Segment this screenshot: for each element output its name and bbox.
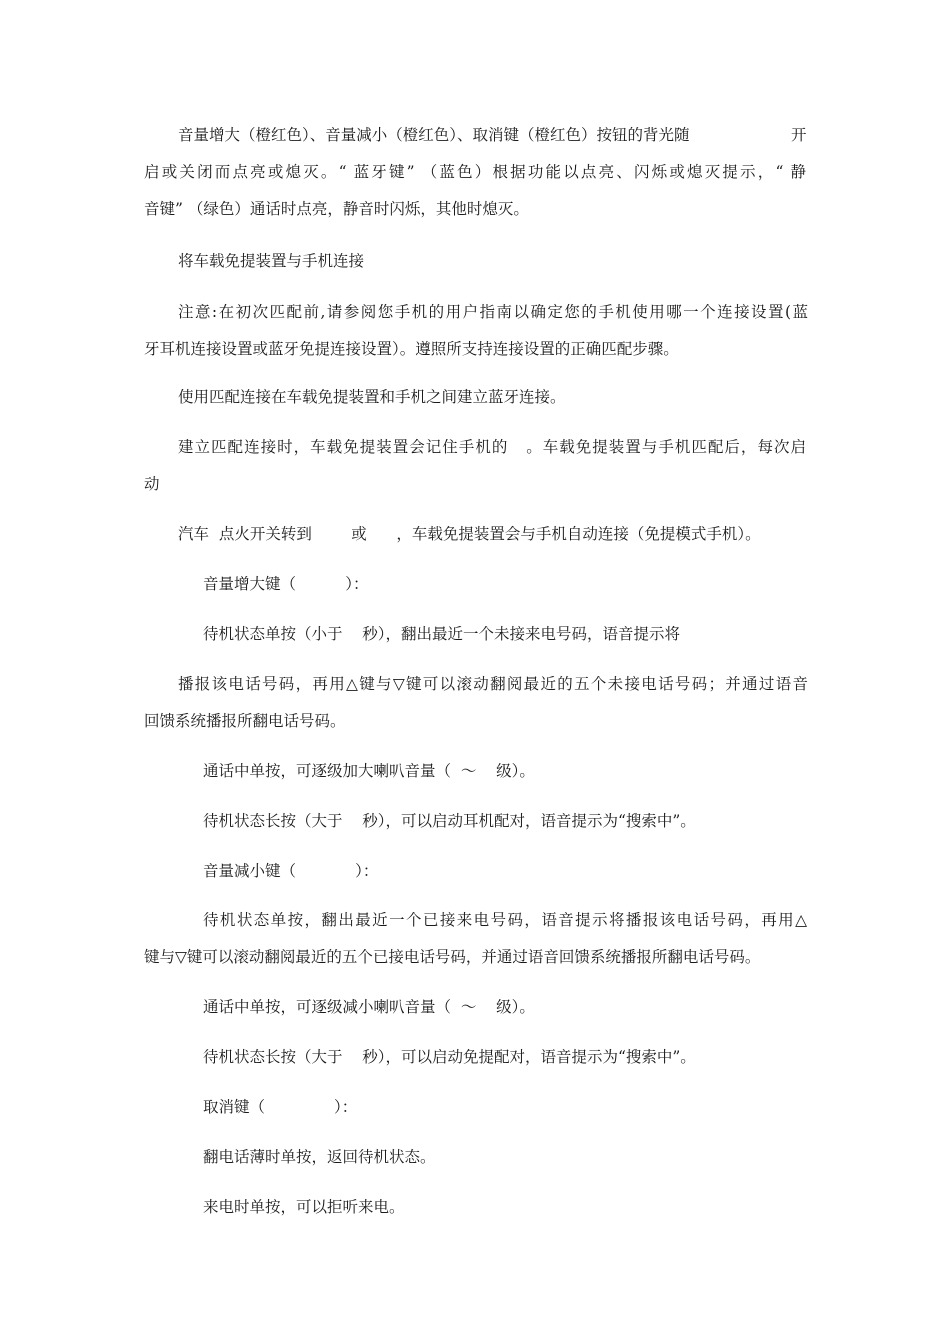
remember-paragraph-line-2: 动: [144, 475, 160, 493]
backlight-paragraph-line-3: 音键” （绿色）通话时点亮，静音时闪烁，其他时熄灭。: [144, 200, 529, 218]
backlight-paragraph-line-1: 音量增大（橙红色）、音量减小（橙红色）、取消键（橙红色）按钮的背光随: [178, 126, 690, 144]
volume-down-standby-long: 待机状态长按（大于 秒），可以启动免提配对，语音提示为“搜索中”。: [203, 1048, 696, 1066]
connect-section-heading: 将车载免提装置与手机连接: [178, 252, 365, 270]
remember-paragraph-line-1: 建立匹配连接时，车载免提装置会记住手机的 。车载免提装置与手机匹配后，每次启: [178, 438, 806, 456]
backlight-paragraph-line-1-tail: 开: [791, 126, 807, 144]
volume-down-standby-short-line-1: 待机状态单按，翻出最近一个已接来电号码，语音提示将播报该电话号码，再用△: [203, 911, 807, 929]
cancel-key-incoming: 来电时单按，可以拒听来电。: [203, 1198, 405, 1216]
volume-down-standby-short-line-2: 键与▽键可以滚动翻阅最近的五个已接电话号码，并通过语音回馈系统播报所翻电话号码。: [144, 948, 761, 966]
volume-up-in-call: 通话中单按，可逐级加大喇叭音量（ ～ 级）。: [203, 762, 535, 780]
backlight-paragraph-line-2: 启或关闭而点亮或熄灭。“ 蓝牙键” （蓝色）根据功能以点亮、闪烁或熄灭提示，“ 静: [144, 163, 806, 181]
volume-up-title: 音量增大键（ ）：: [203, 575, 369, 593]
pairing-paragraph: 使用匹配连接在车载免提装置和手机之间建立蓝牙连接。: [178, 388, 566, 406]
volume-up-standby-short-cont-2: 回馈系统播报所翻电话号码。: [144, 712, 346, 730]
volume-up-standby-short: 待机状态单按（小于 秒），翻出最近一个未接来电号码，语音提示将: [203, 625, 680, 643]
cancel-key-phonebook: 翻电话薄时单按，返回待机状态。: [203, 1148, 436, 1166]
volume-down-title: 音量减小键（ ）：: [203, 862, 379, 880]
note-paragraph-line-2: 牙耳机连接设置或蓝牙免提连接设置）。遵照所支持连接设置的正确匹配步骤。: [144, 340, 679, 358]
volume-down-in-call: 通话中单按，可逐级减小喇叭音量（ ～ 级）。: [203, 998, 535, 1016]
note-paragraph-line-1: 注意:在初次匹配前,请参阅您手机的用户指南以确定您的手机使用哪一个连接设置(蓝: [178, 303, 808, 321]
volume-up-standby-long: 待机状态长按（大于 秒），可以启动耳机配对，语音提示为“搜索中”。: [203, 812, 696, 830]
cancel-key-title: 取消键（ ）：: [203, 1098, 358, 1116]
volume-up-standby-short-cont-1: 播报该电话号码，再用△键与▽键可以滚动翻阅最近的五个未接电话号码；并通过语音: [178, 675, 808, 693]
ignition-paragraph: 汽车 点火开关转到 或 ，车载免提装置会与手机自动连接（免提模式手机）。: [178, 525, 761, 543]
